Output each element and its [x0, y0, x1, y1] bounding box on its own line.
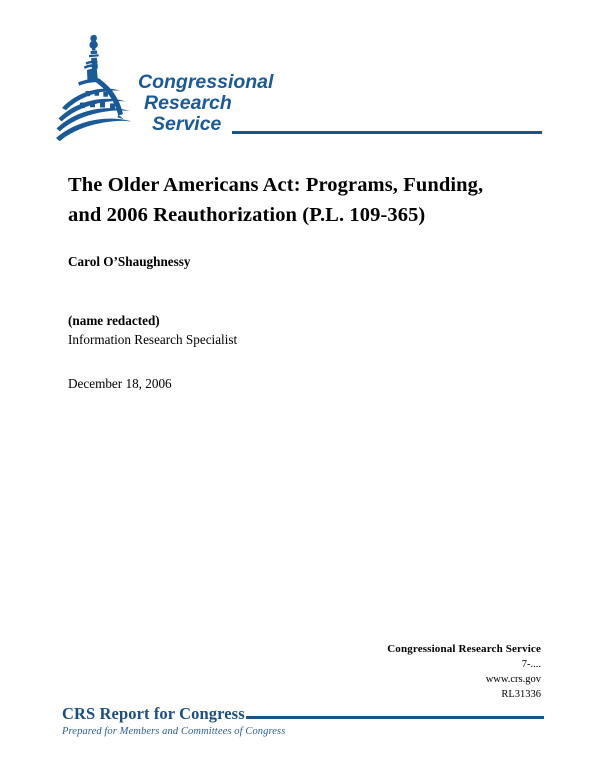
footer-report-number: RL31336 [501, 689, 541, 700]
footer-website: www.crs.gov [485, 674, 541, 685]
title-block [68, 170, 538, 230]
footer-organization: Congressional Research Service [387, 643, 541, 655]
title-line-2: and 2006 Reauthorization (P.L. 109-365) [68, 204, 426, 226]
footer-brand-title: CRS Report for Congress [62, 704, 245, 723]
footer-brand-row [62, 703, 544, 722]
author-redacted-name: (name redacted) [68, 313, 160, 328]
page-title [68, 170, 538, 230]
logo-text-research: Research [144, 92, 232, 114]
logo-text-congressional: Congressional [138, 71, 274, 93]
author-block [68, 253, 538, 393]
footer-brand-tagline: Prepared for Members and Committees of Congress [62, 726, 286, 737]
title-line-1: The Older Americans Act: Programs, Funding, [68, 174, 484, 196]
footer-meta [281, 642, 541, 702]
logo-text-service: Service [152, 113, 222, 135]
document-date: December 18, 2006 [68, 376, 172, 391]
author-role: Information Research Specialist [68, 332, 238, 347]
capitol-dome-icon [56, 35, 132, 141]
masthead [0, 0, 600, 150]
footer-brand [62, 703, 544, 739]
author-primary-name: Carol O’Shaughnessy [68, 254, 191, 269]
crs-logo [56, 32, 276, 140]
masthead-rule [232, 131, 542, 134]
footer-brand-rule [246, 716, 544, 719]
footer-phone: 7-.... [521, 659, 541, 670]
author-secondary [68, 271, 538, 349]
